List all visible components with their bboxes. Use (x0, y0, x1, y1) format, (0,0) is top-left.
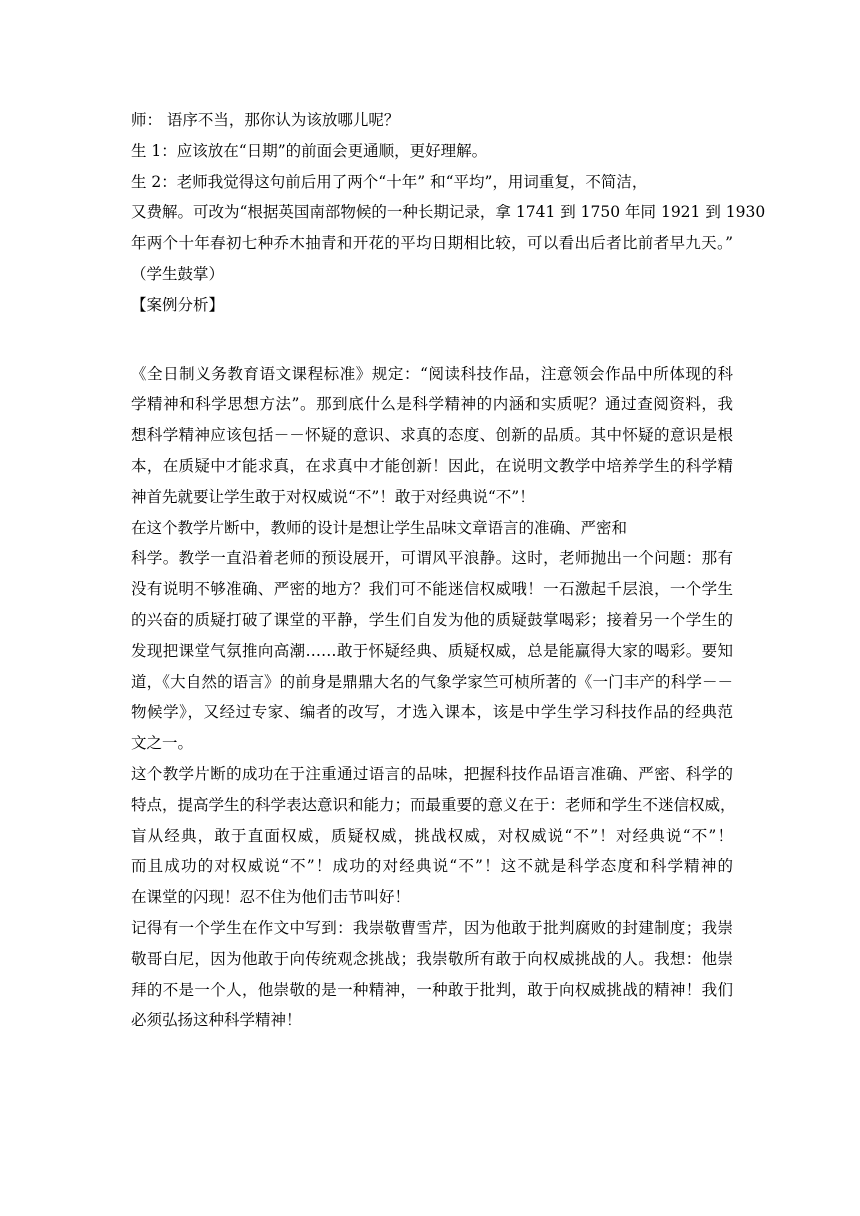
paragraph-line: 敬哥白尼，因为他敢于向传统观念挑战；我崇敬所有敢于向权威挑战的人。我想：他崇 (131, 949, 733, 968)
paragraph-line: 物候学》，又经过专家、编者的改写，才选入课本，该是中学生学习科技作品的经典范 (131, 703, 733, 722)
section-heading: 【案例分析】 (131, 295, 225, 314)
paragraph-line: 《全日制义务教育语文课程标准》规定：“阅读科技作品，注意领会作品中所体现的科 (131, 364, 733, 383)
paragraph-line: 本，在质疑中才能求真，在求真中才能创新！因此，在说明文教学中培养学生的科学精 (131, 456, 733, 475)
paragraph-line: 拜的不是一个人，他崇敬的是一种精神，一种敢于批判，敢于向权威挑战的精神！我们 (131, 980, 733, 999)
paragraph-line: 在这个教学片断中，教师的设计是想让学生品味文章语言的准确、严密和 (131, 518, 628, 537)
paragraph-line: 特点，提高学生的科学表达意识和能力；而最重要的意义在于：老师和学生不迷信权威， (131, 795, 736, 814)
paragraph-line: 发现把课堂气氛推向高潮……敢于怀疑经典、质疑权威，总是能赢得大家的喝彩。要知 (131, 641, 733, 660)
paragraph-line: 而且成功的对权威说“不”！成功的对经典说“不”！这不就是科学态度和科学精神的 (131, 857, 733, 876)
paragraph-line: 科学。教学一直沿着老师的预设展开，可谓风平浪静。这时，老师抛出一个问题：那有 (131, 549, 733, 568)
document-body (131, 105, 766, 1036)
paragraph-line: 必须弘扬这种科学精神！ (131, 1011, 302, 1030)
dialogue-teacher-line: 师： 语序不当，那你认为该放哪儿呢？ (131, 111, 400, 129)
paragraph-line: 的兴奋的质疑打破了课堂的平静，学生们自发为他的质疑鼓掌喝彩；接着另一个学生的 (131, 610, 733, 629)
paragraph-line: 道，《大自然的语言》的前身是鼎鼎大名的气象学家竺可桢所著的《一门丰产的科学－－ (131, 672, 733, 691)
paragraph-line: 盲从经典，敢于直面权威，质疑权威，挑战权威，对权威说“不”！对经典说“不”！ (131, 826, 733, 845)
applause-note: （学生鼓掌） (131, 264, 225, 283)
section-spacer (131, 321, 733, 359)
paragraph-line: 神首先就要让学生敢于对权威说“不”！敢于对经典说“不”！ (131, 487, 535, 506)
dialogue-student2-line-cont: 年两个十年春初七种乔木抽青和开花的平均日期相比较，可以看出后者比前者早九天。” (131, 234, 733, 253)
paragraph-line: 文之一。 (131, 734, 194, 753)
paragraph-line: 学精神和科学思想方法”。那到底什么是科学精神的内涵和实质呢？通过查阅资料，我 (131, 395, 733, 414)
paragraph-line: 这个教学片断的成功在于注重通过语言的品味，把握科技作品语言准确、严密、科学的 (131, 764, 733, 783)
paragraph-line: 记得有一个学生在作文中写到：我崇敬曹雪芹，因为他敢于批判腐败的封建制度；我崇 (131, 918, 733, 937)
paragraph-line: 在课堂的闪现！忍不住为他们击节叫好！ (131, 888, 411, 907)
dialogue-student1-line: 生 1：应该放在“日期”的前面会更通顺，更好理解。 (131, 141, 488, 160)
paragraph-line: 想科学精神应该包括－－怀疑的意识、求真的态度、创新的品质。其中怀疑的意识是根 (131, 426, 733, 445)
paragraph-line: 没有说明不够准确、严密的地方？我们可不能迷信权威哦！一石激起千层浪，一个学生 (131, 580, 733, 599)
dialogue-student2-line-cont: 又费解。可改为“根据英国南部物候的一种长期记录，拿 1741 到 1750 年同 1921 到 1930 (131, 203, 766, 222)
dialogue-student2-line: 生 2：老师我觉得这句前后用了两个“十年” 和“平均”，用词重复，不简洁， (131, 172, 648, 191)
